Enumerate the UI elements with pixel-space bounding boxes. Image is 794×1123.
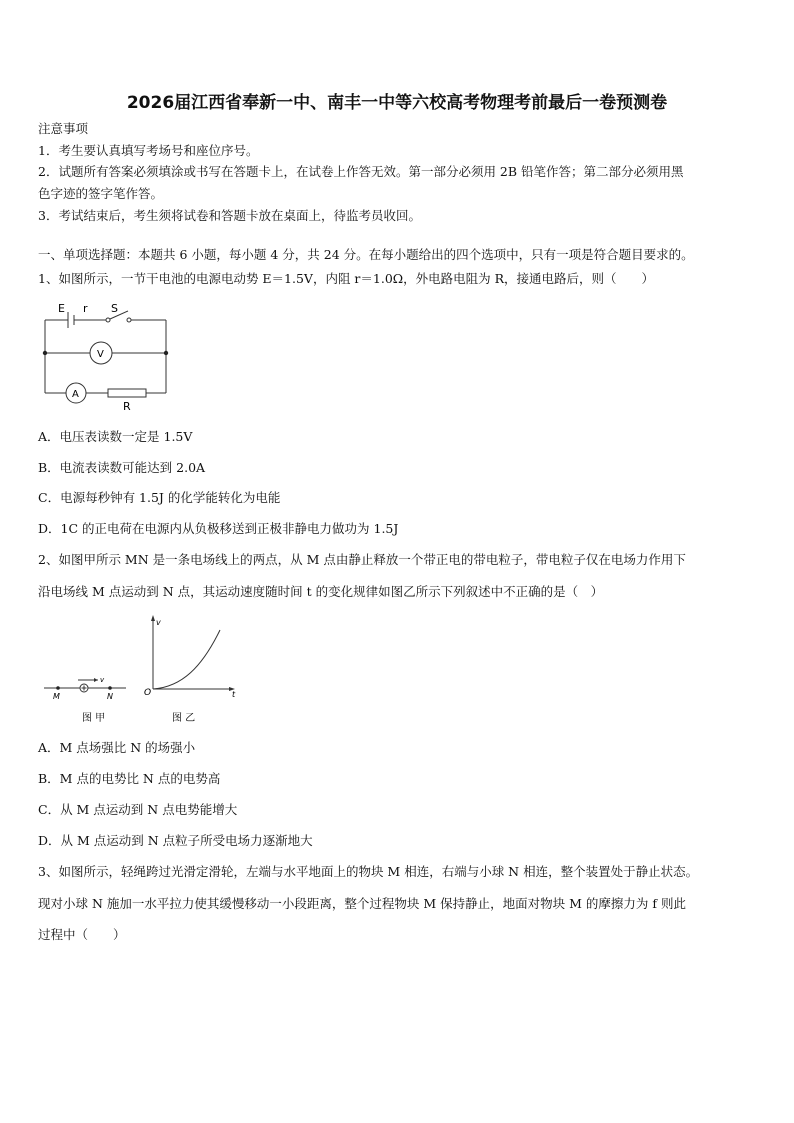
velocity-time-graph [142,612,242,725]
ammeter-label: A [72,389,79,400]
label-r: r [83,302,88,315]
label-S: S [111,302,118,315]
q2-option-d: D．从 M 点运动到 N 点粒子所受电场力逐渐地大 [38,833,313,848]
q2-option-c: C．从 M 点运动到 N 点电势能增大 [38,802,238,817]
axis-v-label: v [156,618,161,627]
q2-option-a: A．M 点场强比 N 的场强小 [38,740,196,755]
q1-option-a: A．电压表读数一定是 1.5V [38,429,193,444]
question-2-stem: 沿电场线 M 点运动到 N 点，其运动速度随时间 t 的变化规律如图乙所示下列叙述中不正确的是（ ） [38,584,604,599]
origin-label: O [144,688,152,698]
voltmeter-label: V [97,349,104,360]
point-M-label: M [53,692,60,701]
notice-heading: 注意事项 [38,121,89,136]
question-3-stem: 过程中（ ） [38,927,126,942]
q1-option-d: D．1C 的正电荷在电源内从负极移送到正极非静电力做功为 1.5J [38,521,399,536]
point-N-label: N [107,692,113,701]
caption-jia: 图 甲 [82,713,106,724]
q1-option-c: C．电源每秒钟有 1.5J 的化学能转化为电能 [38,490,281,505]
notice-item: 3．考试结束后，考生须将试卷和答题卡放在桌面上，待监考员收回。 [38,208,421,223]
velocity-arrow-label: v [100,676,105,684]
section-heading: 一、单项选择题：本题共 6 小题，每小题 4 分，共 24 分。在每小题给出的四个选项中，只有一项是符合题目要求的。 [38,247,694,262]
label-E: E [58,302,65,315]
circuit-diagram [38,298,178,414]
question-2-stem: 2、如图甲所示 MN 是一条电场线上的两点，从 M 点由静止释放一个带正电的带电粒子，带电粒子仅在电场力作用下 [38,552,686,567]
question-3-stem: 现对小球 N 施加一水平拉力使其缓慢移动一小段距离，整个过程物块 M 保持静止，地面对物块 M 的摩擦力为 f 则此 [38,896,686,911]
page-title: 2026届江西省奉新一中、南丰一中等六校高考物理考前最后一卷预测卷 [126,93,668,113]
question-1-stem: 1、如图所示，一节干电池的电源电动势 E＝1.5V，内阻 r＝1.0Ω，外电路电阻为 R，接通电路后，则（ ） [38,271,655,286]
resistor-label: R [123,400,131,413]
caption-yi: 图 乙 [172,713,196,724]
notice-item: 色字迹的签字笔作答。 [38,186,164,201]
question-3-stem: 3、如图所示，轻绳跨过光滑定滑轮，左端与水平地面上的物块 M 相连，右端与小球 N 相连，整个装置处于静止状态。 [38,864,699,879]
q1-option-b: B．电流表读数可能达到 2.0A [38,460,206,475]
axis-t-label: t [232,690,236,699]
notice-item: 1．考生要认真填写考场号和座位序号。 [38,143,259,158]
notice-item: 2．试题所有答案必须填涂或书写在答题卡上，在试卷上作答无效。第一部分必须用 2B 铅笔作答；第二部分必须用黑 [38,164,684,179]
field-line-diagram [40,660,130,725]
q2-option-b: B．M 点的电势比 N 点的电势高 [38,771,221,786]
